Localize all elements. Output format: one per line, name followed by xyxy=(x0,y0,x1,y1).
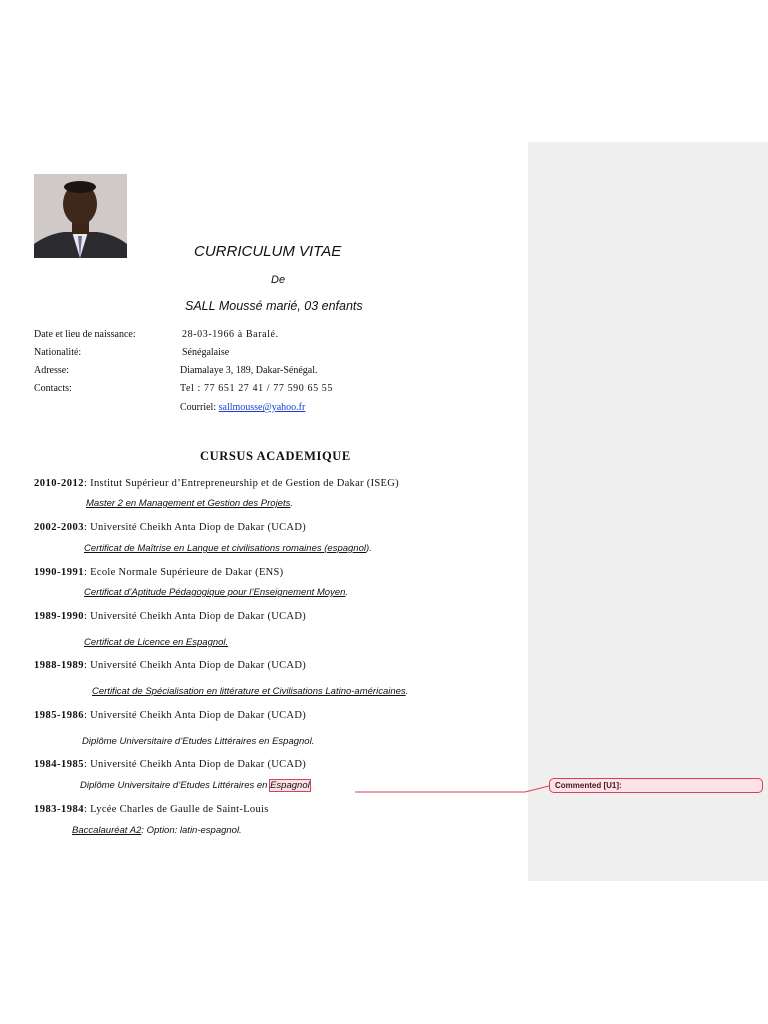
diploma-title: Certificat de Licence en Espagnol. xyxy=(84,637,229,648)
nationality-label: Nationalité: xyxy=(34,347,82,358)
commented-text-highlight[interactable]: Espagnol xyxy=(270,780,310,791)
diploma-tail: . xyxy=(309,780,313,791)
entry-heading xyxy=(34,522,306,533)
diploma-tail: : Option: latin-espagnol. xyxy=(141,825,242,836)
entry-heading xyxy=(34,478,399,489)
diploma-tail: . xyxy=(345,587,349,598)
entry-institution: : Université Cheikh Anta Diop de Dakar (UCAD) xyxy=(84,710,306,721)
entry-years: 1990-1991 xyxy=(34,567,84,578)
entry-heading xyxy=(34,660,306,671)
diploma-title: Diplôme Universitaire d’Etudes Littéraires en Espagnol. xyxy=(82,736,315,747)
diploma-title: Master 2 en Management et Gestion des Projets xyxy=(86,498,291,509)
diploma-title: Diplôme Universitaire d’Etudes Littéraires en xyxy=(80,780,271,791)
entry-institution: : Institut Supérieur d’Entrepreneurship et de Gestion de Dakar (ISEG) xyxy=(84,478,399,489)
contacts-label: Contacts: xyxy=(34,383,72,394)
comment-label: Commented [U1]: xyxy=(555,781,622,790)
entry-diploma xyxy=(92,686,408,697)
entry-institution: : Ecole Normale Supérieure de Dakar (ENS) xyxy=(84,567,284,578)
entry-institution: : Lycée Charles de Gaulle de Saint-Louis xyxy=(84,804,269,815)
person-name: SALL Moussé marié, 03 enfants xyxy=(185,299,363,313)
comment-pane xyxy=(528,142,768,881)
entry-diploma xyxy=(80,780,312,791)
entry-institution: : Université Cheikh Anta Diop de Dakar (UCAD) xyxy=(84,522,306,533)
phone-value: Tel : 77 651 27 41 / 77 590 65 55 xyxy=(180,383,333,394)
section-title: CURSUS ACADEMIQUE xyxy=(200,449,351,463)
email-prefix: Courriel: xyxy=(180,402,219,413)
address-value: Diamalaye 3, 189, Dakar-Sénégal. xyxy=(180,365,318,376)
title-de: De xyxy=(271,274,286,286)
entry-years: 1984-1985 xyxy=(34,759,84,770)
entry-heading xyxy=(34,611,306,622)
entry-years: 2002-2003 xyxy=(34,522,84,533)
entry-institution: : Université Cheikh Anta Diop de Dakar (UCAD) xyxy=(84,611,306,622)
entry-years: 1988-1989 xyxy=(34,660,84,671)
portrait-photo xyxy=(34,174,127,258)
entry-diploma xyxy=(82,736,314,747)
birth-label: Date et lieu de naissance: xyxy=(34,329,136,340)
entry-heading xyxy=(34,567,283,578)
entry-diploma xyxy=(84,543,372,554)
entry-diploma xyxy=(84,637,228,648)
entry-heading xyxy=(34,759,306,770)
nationality-value: Sénégalaise xyxy=(182,347,230,358)
entry-years: 2010-2012 xyxy=(34,478,84,489)
comment-balloon[interactable] xyxy=(549,778,763,793)
diploma-tail: ). xyxy=(365,543,372,554)
entry-diploma xyxy=(84,587,348,598)
portrait-icon xyxy=(34,174,127,258)
entry-diploma xyxy=(72,825,242,836)
email-line xyxy=(180,402,305,413)
diploma-title: Certificat d’Aptitude Pédagogique pour l’Enseignement Moyen xyxy=(84,587,346,598)
diploma-tail: . xyxy=(290,498,293,509)
entry-heading xyxy=(34,804,269,815)
diploma-title: Certificat de Spécialisation en littérature et Civilisations Latino-américaines xyxy=(92,686,406,697)
diploma-title: Certificat de Maîtrise en Langue et civilisations romaines (espagnol xyxy=(84,543,366,554)
diploma-title: Baccalauréat A2 xyxy=(72,825,142,836)
diploma-tail: . xyxy=(405,686,409,697)
document-title: CURRICULUM VITAE xyxy=(194,243,342,260)
birth-value: 28-03-1966 à Baralé. xyxy=(182,329,279,340)
entry-diploma xyxy=(86,498,293,509)
entry-years: 1983-1984 xyxy=(34,804,84,815)
entry-institution: : Université Cheikh Anta Diop de Dakar (UCAD) xyxy=(84,759,306,770)
entry-years: 1989-1990 xyxy=(34,611,84,622)
email-link[interactable]: sallmousse@yahoo.fr xyxy=(218,402,306,413)
entry-years: 1985-1986 xyxy=(34,710,84,721)
entry-institution: : Université Cheikh Anta Diop de Dakar (UCAD) xyxy=(84,660,306,671)
entry-heading xyxy=(34,710,306,721)
address-label: Adresse: xyxy=(34,365,69,376)
